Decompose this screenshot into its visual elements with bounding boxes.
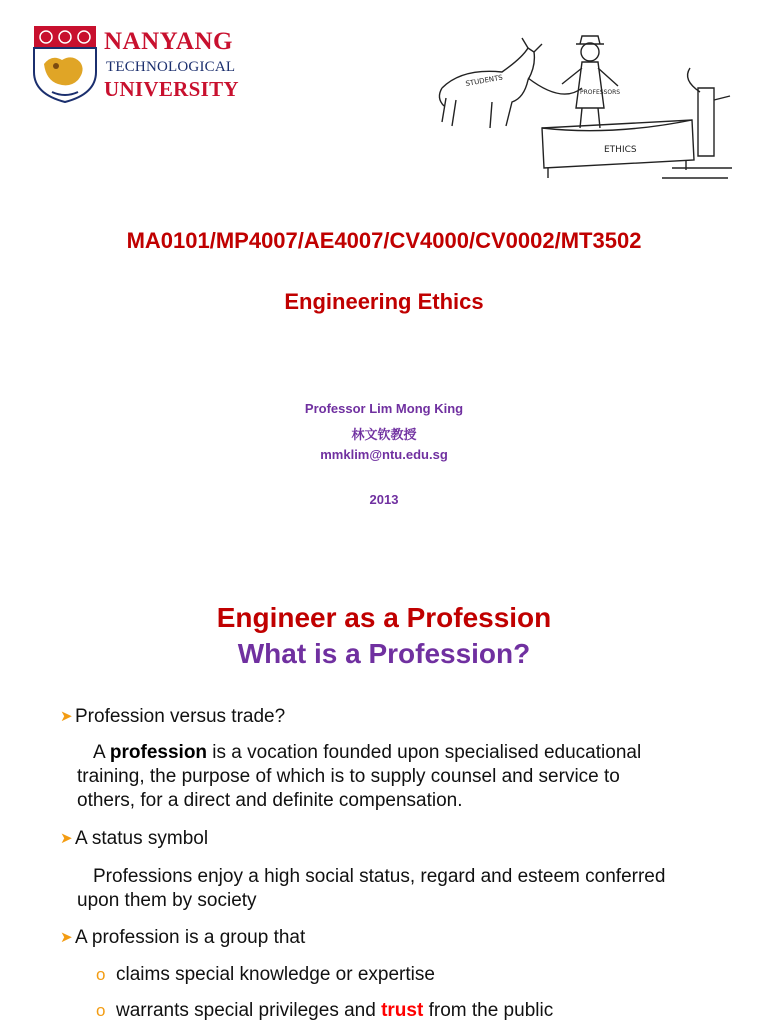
bullet-profession-vs-trade [60,706,285,728]
bullet-text: Profession versus trade? [75,706,286,727]
cartoon-illustration [432,28,738,196]
status-paragraph [77,865,677,913]
para-text: Professions enjoy a high social status, regard and esteem conferred upon them by society [77,866,666,911]
professor-name: Professor Lim Mong King [304,401,464,416]
logo-line-technological: TECHNOLOGICAL [106,59,236,75]
bullet-status-symbol [60,828,208,850]
para-start: A [93,742,110,763]
university-crest-icon [32,24,98,104]
slide-title: Engineer as a Profession [216,602,552,633]
bullet-profession-group [60,927,305,949]
bullet-text: A status symbol [75,828,209,849]
logo-line-nanyang: NANYANG [104,28,233,55]
sub-bullet-text-start: warrants special privileges and [116,1000,382,1021]
profession-slide [0,580,768,1024]
course-code: MA0101/MP4007/AE4007/CV4000/CV0002/MT3502 [126,228,642,253]
sub-bullet-knowledge [96,964,435,986]
sub-bullet-text-end: from the public [423,1000,554,1021]
para-rest: is a vocation founded upon specialised educational training, the purpose of which is to supply counsel and service to others, for a direct and definite compensation. [77,742,642,811]
arrow-bullet-icon: ➤ [60,708,73,725]
highlight-trust: trust [381,1000,424,1021]
term-profession: profession [109,742,208,763]
slide-subtitle: What is a Profession? [237,638,531,669]
circle-bullet-icon: o [96,1001,106,1020]
definition-paragraph [77,741,677,813]
sub-bullet-privileges [96,1000,553,1022]
year: 2013 [369,492,399,507]
arrow-bullet-icon: ➤ [60,830,73,847]
professor-email: mmklim@ntu.edu.sg [320,447,448,462]
logo-line-university: UNIVERSITY [104,77,239,101]
cartoon-label-animal: STUDENTS [464,73,504,88]
course-title: Engineering Ethics [284,289,484,314]
sub-bullet-text: claims special knowledge or expertise [116,964,435,985]
arrow-bullet-icon: ➤ [60,929,73,946]
bullet-text: A profession is a group that [75,927,306,948]
cartoon-label-man: PROFESSORS [580,89,621,96]
professor-name-chinese: 林文钦教授 [351,428,417,443]
ntu-logo [32,22,282,108]
cartoon-label-trough: ETHICS [604,145,637,155]
circle-bullet-icon: o [96,965,106,984]
